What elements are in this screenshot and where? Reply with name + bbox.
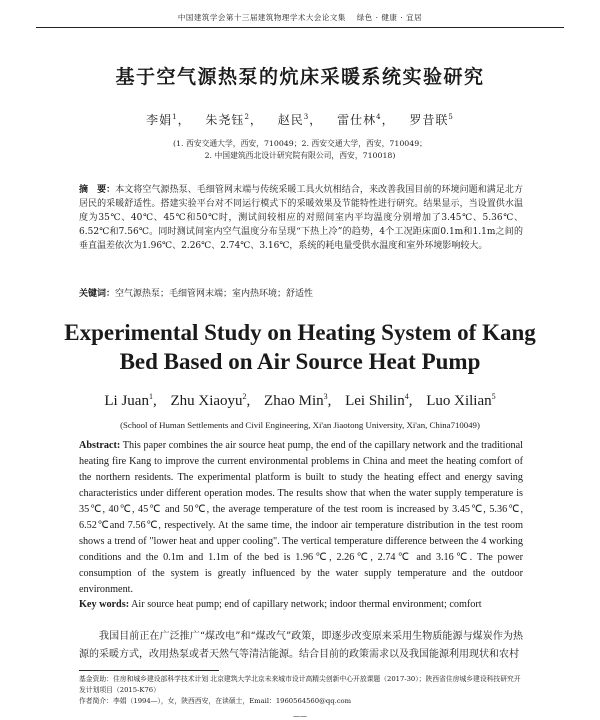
running-header xyxy=(36,12,564,23)
title-en-line: Experimental Study on Heating System of Kang xyxy=(64,320,536,345)
header-divider xyxy=(36,27,564,28)
author-cn: 朱尧钰$^2$， xyxy=(205,113,263,127)
affiliation-line: 2. 中国建筑西北设计研究院有限公司，西安，710018) xyxy=(204,151,396,160)
abstract-text-cn: 本文将空气源热泵、毛细管网末端与传统采暖工具火炕相结合，来改善我国目前的环境问题和满足北方居民的采暖舒适性。搭建实验平台对不同运行模式下的采暖效果及节能特性进行研究。结果显示，当设置供水温度为35℃、40℃、45℃和50℃时，测试间较相应的对照间室内平均温度分别增加了3.45℃、5.36℃、6.52℃和7.56℃。同时测试间室内空气温度分布呈现“下热上冷”的趋势，4个工况距床面0.1m和1.1m之间的垂直温差依次为1.96℃、2.26℃、2.74℃、3.16℃，系统的耗电量受供水温度和室外环境影响较大。 xyxy=(79,185,523,251)
author-cn: 李娟$^1$， xyxy=(146,113,191,127)
footnote xyxy=(79,674,523,707)
keywords-text-en: Air source heat pump; end of capillary network; indoor thermal environment; comfort xyxy=(131,599,482,610)
affiliation-en: (School of Human Settlements and Civil Engineering, Xi'an Jiaotong University, Xi'an, China710049) xyxy=(120,420,480,430)
abstract-cn xyxy=(79,183,523,253)
author-en: Li Juan$^1$, xyxy=(104,392,157,409)
keywords-en xyxy=(79,597,523,613)
funding-note: 基金资助：住房和城乡建设部科学技术计划 北京建筑大学北京未来城市设计高精尖创新中心开放课题（2017-30）；陕西省住房城乡建设科技研究开发计划项目（2015-K76） xyxy=(79,675,521,694)
body-paragraph: 我国目前正在广泛推广“煤改电”和“煤改气”政策，即逐步改变原来采用生物质能源与煤炭作为热源的采暖方式，改用热泵或者天然气等清洁能源。结合目前的政策需求以及我国能源利用现状和农村 xyxy=(79,631,523,660)
abstract-en xyxy=(79,438,523,598)
author-en: Luo Xilian$^5$ xyxy=(426,392,496,409)
footnote-divider xyxy=(79,670,219,671)
title-en-line: Bed Based on Air Source Heat Pump xyxy=(119,349,481,374)
abstract-label-en: Abstract: xyxy=(79,440,121,451)
paper-title-en xyxy=(0,318,600,376)
affiliation-line: (1. 西安交通大学，西安，710049；2. 西安交通大学，西安，710049； xyxy=(173,139,427,148)
author-en: Zhao Min$^3$, xyxy=(264,392,332,409)
keywords-label-cn: 关键词： xyxy=(79,289,116,299)
author-en: Zhu Xiaoyu$^2$, xyxy=(170,392,251,409)
conference-title: 中国建筑学会第十三届建筑物理学术大会论文集 xyxy=(177,13,346,22)
page-number: —— xyxy=(293,712,307,720)
author-list-en xyxy=(0,392,600,410)
author-cn: 赵民$^3$， xyxy=(277,113,323,127)
author-list-cn xyxy=(0,111,600,128)
keywords-cn xyxy=(79,287,523,301)
abstract-text-en: This paper combines the air source heat pump, the end of the capillary network and the traditional heating fire Kang to improve the current environmental problems in China and meet the heating comfort of the northern residents. The experimental platform is built to study the heating effect and energy saving characteristics under different operation modes. The results show that when the water supply temperature is 35℃, 40℃, 45℃ and 50℃, the average temperature of the test room is increased by 3.45℃, 5.36℃, 6.52℃and 7.56℃, respectively. At the same time, the indoor air temperature distribution in the test room shows a trend of "lower heat and upper cooling". The vertical temperature difference between the 4 working conditions and the 0.1m and 1.1m of the bed is 1.96℃, 2.26℃, 2.74℃ and 3.16℃. The power consumption of the system is greatly influenced by the water supply temperature and the outdoor environment. xyxy=(79,440,523,595)
keywords-text-cn: 空气源热泵；毛细管网末端；室内热环境；舒适性 xyxy=(115,289,314,299)
keywords-label-en: Key words: xyxy=(79,599,130,610)
author-cn: 雷仕林$^4$， xyxy=(337,113,395,127)
affiliations-cn xyxy=(0,138,600,162)
abstract-label-cn: 摘 要： xyxy=(79,185,116,195)
conference-tagline: 绿色 · 健康 · 宜居 xyxy=(356,13,423,22)
paper-title-cn: 基于空气源热泵的炕床采暖系统实验研究 xyxy=(115,66,485,88)
author-bio-note: 作者简介：李娟（1994—），女，陕西西安，在读硕士，Email：1960564560@qq.com xyxy=(79,697,352,705)
author-en: Lei Shilin$^4$, xyxy=(345,392,413,409)
author-cn: 罗昔联$^5$ xyxy=(409,113,454,127)
